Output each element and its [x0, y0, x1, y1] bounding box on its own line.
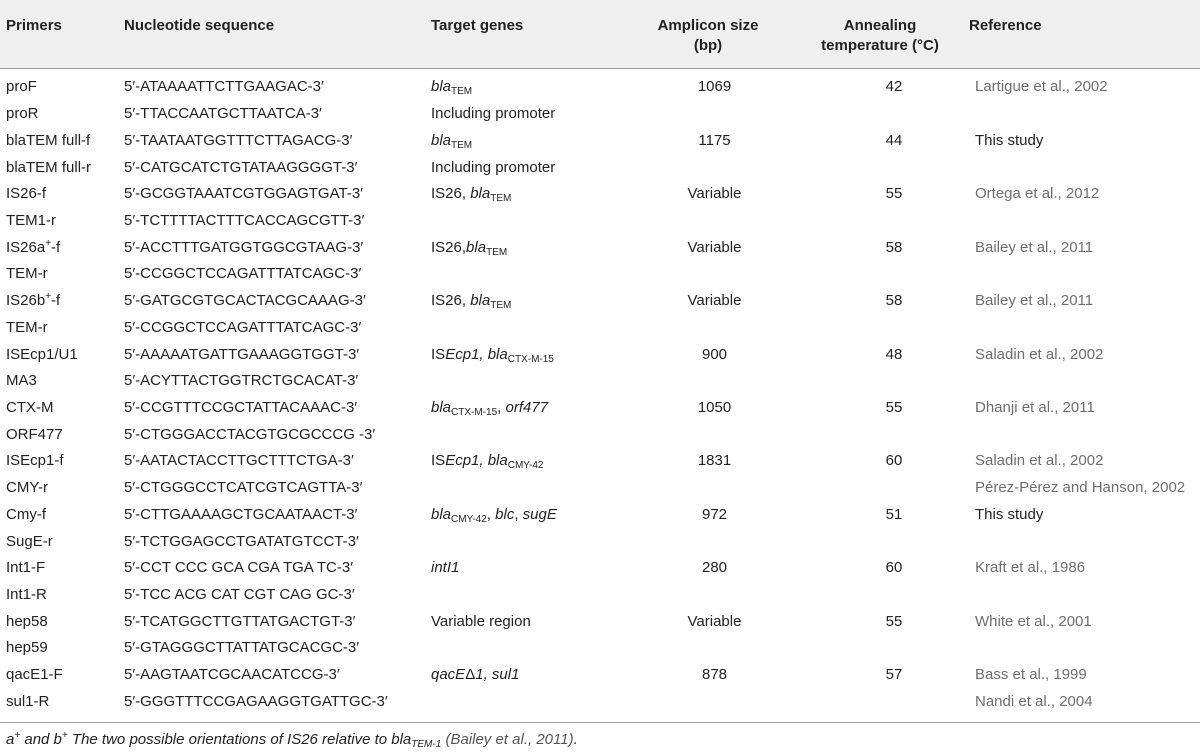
- table-row: [0, 127, 1200, 154]
- target-gene-segment: bla: [470, 292, 491, 310]
- primer-name: [0, 368, 124, 395]
- reference: Nandi et al., 2004: [975, 692, 1093, 710]
- table-row: [0, 502, 1200, 529]
- target-gene-segment: TEM: [490, 193, 512, 205]
- target-gene-segment: IS26,: [431, 292, 471, 310]
- reference: [975, 635, 1200, 662]
- primer-name-text: Int1-F: [6, 559, 46, 577]
- target-genes: [431, 421, 616, 448]
- target-gene-segment: CMY-42: [507, 460, 544, 472]
- header-target-genes: Target genes: [431, 17, 524, 34]
- primer-name: [0, 261, 124, 288]
- target-gene-segment: ,: [497, 398, 506, 416]
- target-genes: [431, 234, 616, 261]
- annealing-temperature: [813, 261, 975, 288]
- footnote-sub: TEM-1: [411, 739, 442, 750]
- amplicon-size: [616, 582, 813, 609]
- nucleotide-sequence: 5′-GGGTTTCCGAGAAGGTGATTGC-3′: [124, 692, 388, 710]
- primer-name-text: proF: [6, 78, 37, 96]
- annealing-temperature: [813, 368, 975, 395]
- amplicon-size: [616, 314, 813, 341]
- header-amplicon: [614, 16, 802, 56]
- table-row: [0, 368, 1200, 395]
- nucleotide-sequence: 5′-AAGTAATCGCAACATCCG-3′: [124, 666, 340, 684]
- primer-name: [0, 528, 124, 555]
- target-gene-segment: Δ: [465, 666, 476, 684]
- target-genes: [431, 662, 616, 689]
- target-gene-segment: bla: [470, 185, 491, 203]
- annealing-temperature: [813, 689, 975, 716]
- reference: Pérez-Pérez and Hanson, 2002: [975, 479, 1186, 497]
- primer-name-text: SugE-r: [6, 532, 53, 550]
- nucleotide-sequence: 5′-CCGGCTCCAGATTTATCAGC-3′: [124, 318, 362, 336]
- annealing-temperature: [813, 208, 975, 235]
- annealing-temperature: 42: [885, 78, 903, 96]
- table-row: [0, 448, 1200, 475]
- table-row: [0, 475, 1200, 502]
- target-gene-segment: IS26,: [431, 185, 471, 203]
- amplicon-size: [616, 635, 813, 662]
- annealing-temperature: 48: [885, 345, 903, 363]
- target-gene-segment: intI1: [431, 559, 460, 577]
- target-genes: [431, 208, 616, 235]
- amplicon-size: [616, 421, 813, 448]
- footnote-mid: and b: [20, 731, 62, 748]
- target-gene-segment: 1, sul1: [475, 666, 520, 684]
- target-gene-segment: orf477: [505, 398, 549, 416]
- primer-name: [0, 662, 124, 689]
- amplicon-size: 1175: [698, 131, 731, 149]
- primer-name: [0, 475, 124, 502]
- target-genes: [431, 127, 616, 154]
- reference: [975, 582, 1200, 609]
- primer-name: [0, 421, 124, 448]
- target-genes: [431, 154, 616, 181]
- reference: [975, 528, 1200, 555]
- nucleotide-sequence: 5′-GATGCGTGCACTACGCAAAG-3′: [124, 292, 366, 310]
- primer-name: [0, 608, 124, 635]
- target-gene-segment: Ecp1, bla: [445, 345, 508, 363]
- header-reference: Reference: [969, 17, 1042, 34]
- primer-name: [0, 582, 124, 609]
- target-gene-segment: qacE: [431, 666, 466, 684]
- nucleotide-sequence: 5′-TCATGGCTTGTTATGACTGT-3′: [124, 612, 356, 630]
- reference: [975, 208, 1200, 235]
- amplicon-size: 280: [701, 559, 728, 577]
- annealing-temperature: [813, 635, 975, 662]
- primer-name-text: IS26-f: [6, 185, 47, 203]
- target-gene-segment: bla: [431, 505, 452, 523]
- primer-name: [0, 154, 124, 181]
- primer-name: [0, 502, 124, 529]
- table-row: [0, 395, 1200, 422]
- annealing-temperature: 55: [885, 612, 903, 630]
- target-genes: [431, 181, 616, 208]
- nucleotide-sequence: 5′-AATACTACCTTGCTTTCTGA-3′: [124, 452, 354, 470]
- target-gene-segment: CTX-M-15: [507, 353, 554, 365]
- footnote-end: .: [573, 731, 578, 748]
- table-row: [0, 208, 1200, 235]
- primer-name: [0, 395, 124, 422]
- target-gene-segment: bla: [466, 238, 487, 256]
- annealing-temperature: 44: [885, 131, 903, 149]
- amplicon-size: [616, 475, 813, 502]
- target-gene-segment: ,: [486, 505, 496, 523]
- amplicon-size: Variable: [687, 185, 742, 203]
- annealing-temperature: 55: [885, 185, 903, 203]
- primer-name: [0, 635, 124, 662]
- target-genes: [431, 608, 616, 635]
- target-genes: [431, 395, 616, 422]
- amplicon-size: [616, 689, 813, 716]
- footnote-ref: (Bailey et al., 2011): [441, 731, 574, 748]
- target-gene-segment: CTX-M-15: [451, 406, 498, 418]
- primer-name: [0, 181, 124, 208]
- target-genes: [431, 341, 616, 368]
- amplicon-size: Variable: [687, 238, 742, 256]
- table-row: [0, 288, 1200, 315]
- amplicon-size: Variable: [687, 612, 742, 630]
- target-gene-segment: Ecp1, bla: [445, 452, 508, 470]
- table-row: [0, 181, 1200, 208]
- primer-name-text: CTX-M: [6, 398, 54, 416]
- primer-name-text: TEM-r: [6, 265, 48, 283]
- annealing-temperature: 57: [885, 666, 903, 684]
- primer-name-text: CMY-r: [6, 479, 48, 497]
- nucleotide-sequence: 5′-TTACCAATGCTTAATCA-3′: [124, 105, 322, 123]
- target-genes: [431, 261, 616, 288]
- table-row: [0, 689, 1200, 716]
- reference: Ortega et al., 2012: [975, 185, 1100, 203]
- table-body: [0, 74, 1200, 715]
- footnote-sup2: +: [61, 730, 68, 741]
- amplicon-size: 1069: [697, 78, 732, 96]
- table-row: [0, 234, 1200, 261]
- footer-rule: [0, 722, 1200, 723]
- annealing-temperature: 55: [885, 398, 903, 416]
- target-genes: [431, 635, 616, 662]
- table-row: [0, 421, 1200, 448]
- nucleotide-sequence: 5′-ACYTTACTGGTRCTGCACAT-3′: [124, 372, 359, 390]
- reference: [975, 261, 1200, 288]
- table-row: [0, 101, 1200, 128]
- amplicon-size: [616, 368, 813, 395]
- table-row: [0, 635, 1200, 662]
- table-row: [0, 528, 1200, 555]
- table-header: [0, 0, 1200, 68]
- target-gene-segment: Including promoter: [431, 158, 556, 176]
- nucleotide-sequence: 5′-CCGTTTCCGCTATTACAAAC-3′: [124, 398, 358, 416]
- primer-name-text: blaTEM full-f: [6, 131, 91, 149]
- annealing-temperature: [813, 582, 975, 609]
- amplicon-size: 878: [701, 666, 728, 684]
- target-gene-segment: bla: [431, 131, 452, 149]
- target-gene-segment: blc: [495, 505, 515, 523]
- reference: White et al., 2001: [975, 612, 1092, 630]
- nucleotide-sequence: 5′-TCTGGAGCCTGATATGTCCT-3′: [124, 532, 359, 550]
- target-genes: [431, 555, 616, 582]
- target-genes: [431, 528, 616, 555]
- annealing-temperature: [813, 154, 975, 181]
- target-genes: [431, 368, 616, 395]
- primer-name-text: IS26a: [6, 238, 46, 256]
- amplicon-size: [616, 528, 813, 555]
- reference: [975, 314, 1200, 341]
- primer-superscript: +: [45, 237, 52, 249]
- primer-name-text: TEM1-r: [6, 211, 56, 229]
- reference: Saladin et al., 2002: [975, 452, 1104, 470]
- target-genes: [431, 475, 616, 502]
- primer-name: [0, 101, 124, 128]
- annealing-temperature: 60: [885, 559, 903, 577]
- target-gene-segment: TEM: [486, 246, 508, 258]
- primer-name: [0, 127, 124, 154]
- primer-name: [0, 448, 124, 475]
- target-gene-segment: TEM: [490, 300, 512, 312]
- primer-name-text: sul1-R: [6, 692, 50, 710]
- nucleotide-sequence: 5′-TCC ACG CAT CGT CAG GC-3′: [124, 586, 355, 604]
- target-genes: [431, 582, 616, 609]
- target-gene-segment: CMY-42: [451, 513, 487, 525]
- nucleotide-sequence: 5′-CTGGGCCTCATCGTCAGTTA-3′: [124, 479, 363, 497]
- amplicon-size: 1050: [697, 398, 732, 416]
- primer-name-text: Cmy-f: [6, 505, 46, 523]
- target-gene-segment: TEM: [451, 86, 473, 98]
- primer-name: [0, 689, 124, 716]
- table-row: [0, 154, 1200, 181]
- nucleotide-sequence: 5′-GCGGTAAATCGTGGAGTGAT-3′: [124, 185, 363, 203]
- primer-name-text: hep59: [6, 639, 48, 657]
- annealing-temperature: [813, 475, 975, 502]
- nucleotide-sequence: 5′-CTTGAAAAGCTGCAATAACT-3′: [124, 505, 358, 523]
- reference: Dhanji et al., 2011: [975, 398, 1095, 416]
- table-row: [0, 662, 1200, 689]
- header-amplicon-line1: Amplicon size: [657, 17, 759, 34]
- nucleotide-sequence: 5′-CCT CCC GCA CGA TGA TC-3′: [124, 559, 354, 577]
- reference: Bass et al., 1999: [975, 666, 1087, 684]
- annealing-temperature: 58: [885, 292, 903, 310]
- target-genes: [431, 74, 616, 101]
- table-row: [0, 74, 1200, 101]
- nucleotide-sequence: 5′-AAAAATGATTGAAAGGTGGT-3′: [124, 345, 360, 363]
- target-genes: [431, 288, 616, 315]
- reference: Lartigue et al., 2002: [975, 78, 1108, 96]
- annealing-temperature: [813, 314, 975, 341]
- target-genes: [431, 101, 616, 128]
- header-rule: [0, 68, 1200, 69]
- target-genes: [431, 448, 616, 475]
- reference: [975, 368, 1200, 395]
- footnote-a: a: [6, 731, 15, 748]
- primer-name-text: ISEcp1/U1: [6, 345, 78, 363]
- nucleotide-sequence: 5′-CCGGCTCCAGATTTATCAGC-3′: [124, 265, 362, 283]
- annealing-temperature: [813, 528, 975, 555]
- target-gene-segment: sugE: [522, 505, 557, 523]
- target-gene-segment: ,: [514, 505, 523, 523]
- amplicon-size: 900: [701, 345, 728, 363]
- footnote: [6, 730, 578, 750]
- primer-name: [0, 288, 124, 315]
- amplicon-size: [616, 154, 813, 181]
- primers-table: [0, 74, 1200, 715]
- table-row: [0, 608, 1200, 635]
- reference: This study: [975, 505, 1044, 523]
- amplicon-size: [616, 208, 813, 235]
- primer-name-text: Int1-R: [6, 586, 47, 604]
- target-gene-segment: bla: [431, 398, 452, 416]
- target-genes: [431, 502, 616, 529]
- reference: Kraft et al., 1986: [975, 559, 1086, 577]
- reference: Bailey et al., 2011: [975, 292, 1094, 310]
- header-primers: Primers: [6, 17, 62, 34]
- header-annealing-line1: Annealing: [843, 17, 917, 34]
- header-sequence: Nucleotide sequence: [124, 17, 275, 34]
- primer-name-text: hep58: [6, 612, 48, 630]
- target-gene-segment: Including promoter: [431, 105, 556, 123]
- header-annealing-line2: temperature (°C): [821, 37, 939, 54]
- footnote-text: The two possible orientations of IS26 relative to bla: [67, 731, 412, 748]
- primer-name-text: ISEcp1-f: [6, 452, 64, 470]
- primer-name: [0, 208, 124, 235]
- nucleotide-sequence: 5′-TCTTTTACTTTCACCAGCGTT-3′: [124, 211, 365, 229]
- primer-name-text: proR: [6, 105, 39, 123]
- target-gene-segment: TEM: [451, 139, 473, 151]
- annealing-temperature: [813, 421, 975, 448]
- reference: Bailey et al., 2011: [975, 238, 1094, 256]
- primer-name-suffix: -f: [51, 292, 61, 310]
- amplicon-size: 1831: [697, 452, 732, 470]
- target-genes: [431, 314, 616, 341]
- target-gene-segment: Variable region: [431, 612, 531, 630]
- reference: [975, 101, 1200, 128]
- nucleotide-sequence: 5′-ACCTTTGATGGTGGCGTAAG-3′: [124, 238, 364, 256]
- target-gene-segment: IS: [431, 452, 446, 470]
- reference: [975, 154, 1200, 181]
- table-row: [0, 261, 1200, 288]
- primer-name: [0, 555, 124, 582]
- annealing-temperature: 51: [885, 505, 903, 523]
- table-row: [0, 582, 1200, 609]
- amplicon-size: [616, 261, 813, 288]
- target-genes: [431, 689, 616, 716]
- primer-superscript: +: [45, 291, 52, 303]
- annealing-temperature: [813, 101, 975, 128]
- reference: Saladin et al., 2002: [975, 345, 1104, 363]
- header-annealing: [795, 16, 965, 56]
- primer-name: [0, 74, 124, 101]
- primer-name-text: qacE1-F: [6, 666, 63, 684]
- reference: This study: [975, 131, 1044, 149]
- nucleotide-sequence: 5′-GTAGGGCTTATTATGCACGC-3′: [124, 639, 360, 657]
- primer-name: [0, 341, 124, 368]
- primer-name: [0, 314, 124, 341]
- reference: [975, 421, 1200, 448]
- amplicon-size: Variable: [687, 292, 742, 310]
- primer-name-suffix: -f: [51, 238, 61, 256]
- nucleotide-sequence: 5′-ATAAAATTCTTGAAGAC-3′: [124, 78, 324, 96]
- primer-name-text: blaTEM full-r: [6, 158, 92, 176]
- nucleotide-sequence: 5′-TAATAATGGTTTCTTAGACG-3′: [124, 131, 353, 149]
- amplicon-size: 972: [701, 505, 728, 523]
- primer-name-text: ORF477: [6, 425, 63, 443]
- header-amplicon-line2: (bp): [693, 37, 723, 54]
- table-row: [0, 555, 1200, 582]
- annealing-temperature: 58: [885, 238, 903, 256]
- table-row: [0, 341, 1200, 368]
- nucleotide-sequence: 5′-CTGGGACCTACGTGCGCCCG -3′: [124, 425, 376, 443]
- target-gene-segment: IS26,: [431, 238, 467, 256]
- primer-name-text: IS26b: [6, 292, 46, 310]
- annealing-temperature: 60: [885, 452, 903, 470]
- nucleotide-sequence: 5′-CATGCATCTGTATAAGGGGT-3′: [124, 158, 358, 176]
- target-gene-segment: bla: [431, 78, 452, 96]
- target-gene-segment: IS: [431, 345, 446, 363]
- primer-name-text: TEM-r: [6, 318, 48, 336]
- primer-name: [0, 234, 124, 261]
- footnote-sup1: +: [14, 730, 21, 741]
- table-row: [0, 314, 1200, 341]
- amplicon-size: [616, 101, 813, 128]
- primer-name-text: MA3: [6, 372, 37, 390]
